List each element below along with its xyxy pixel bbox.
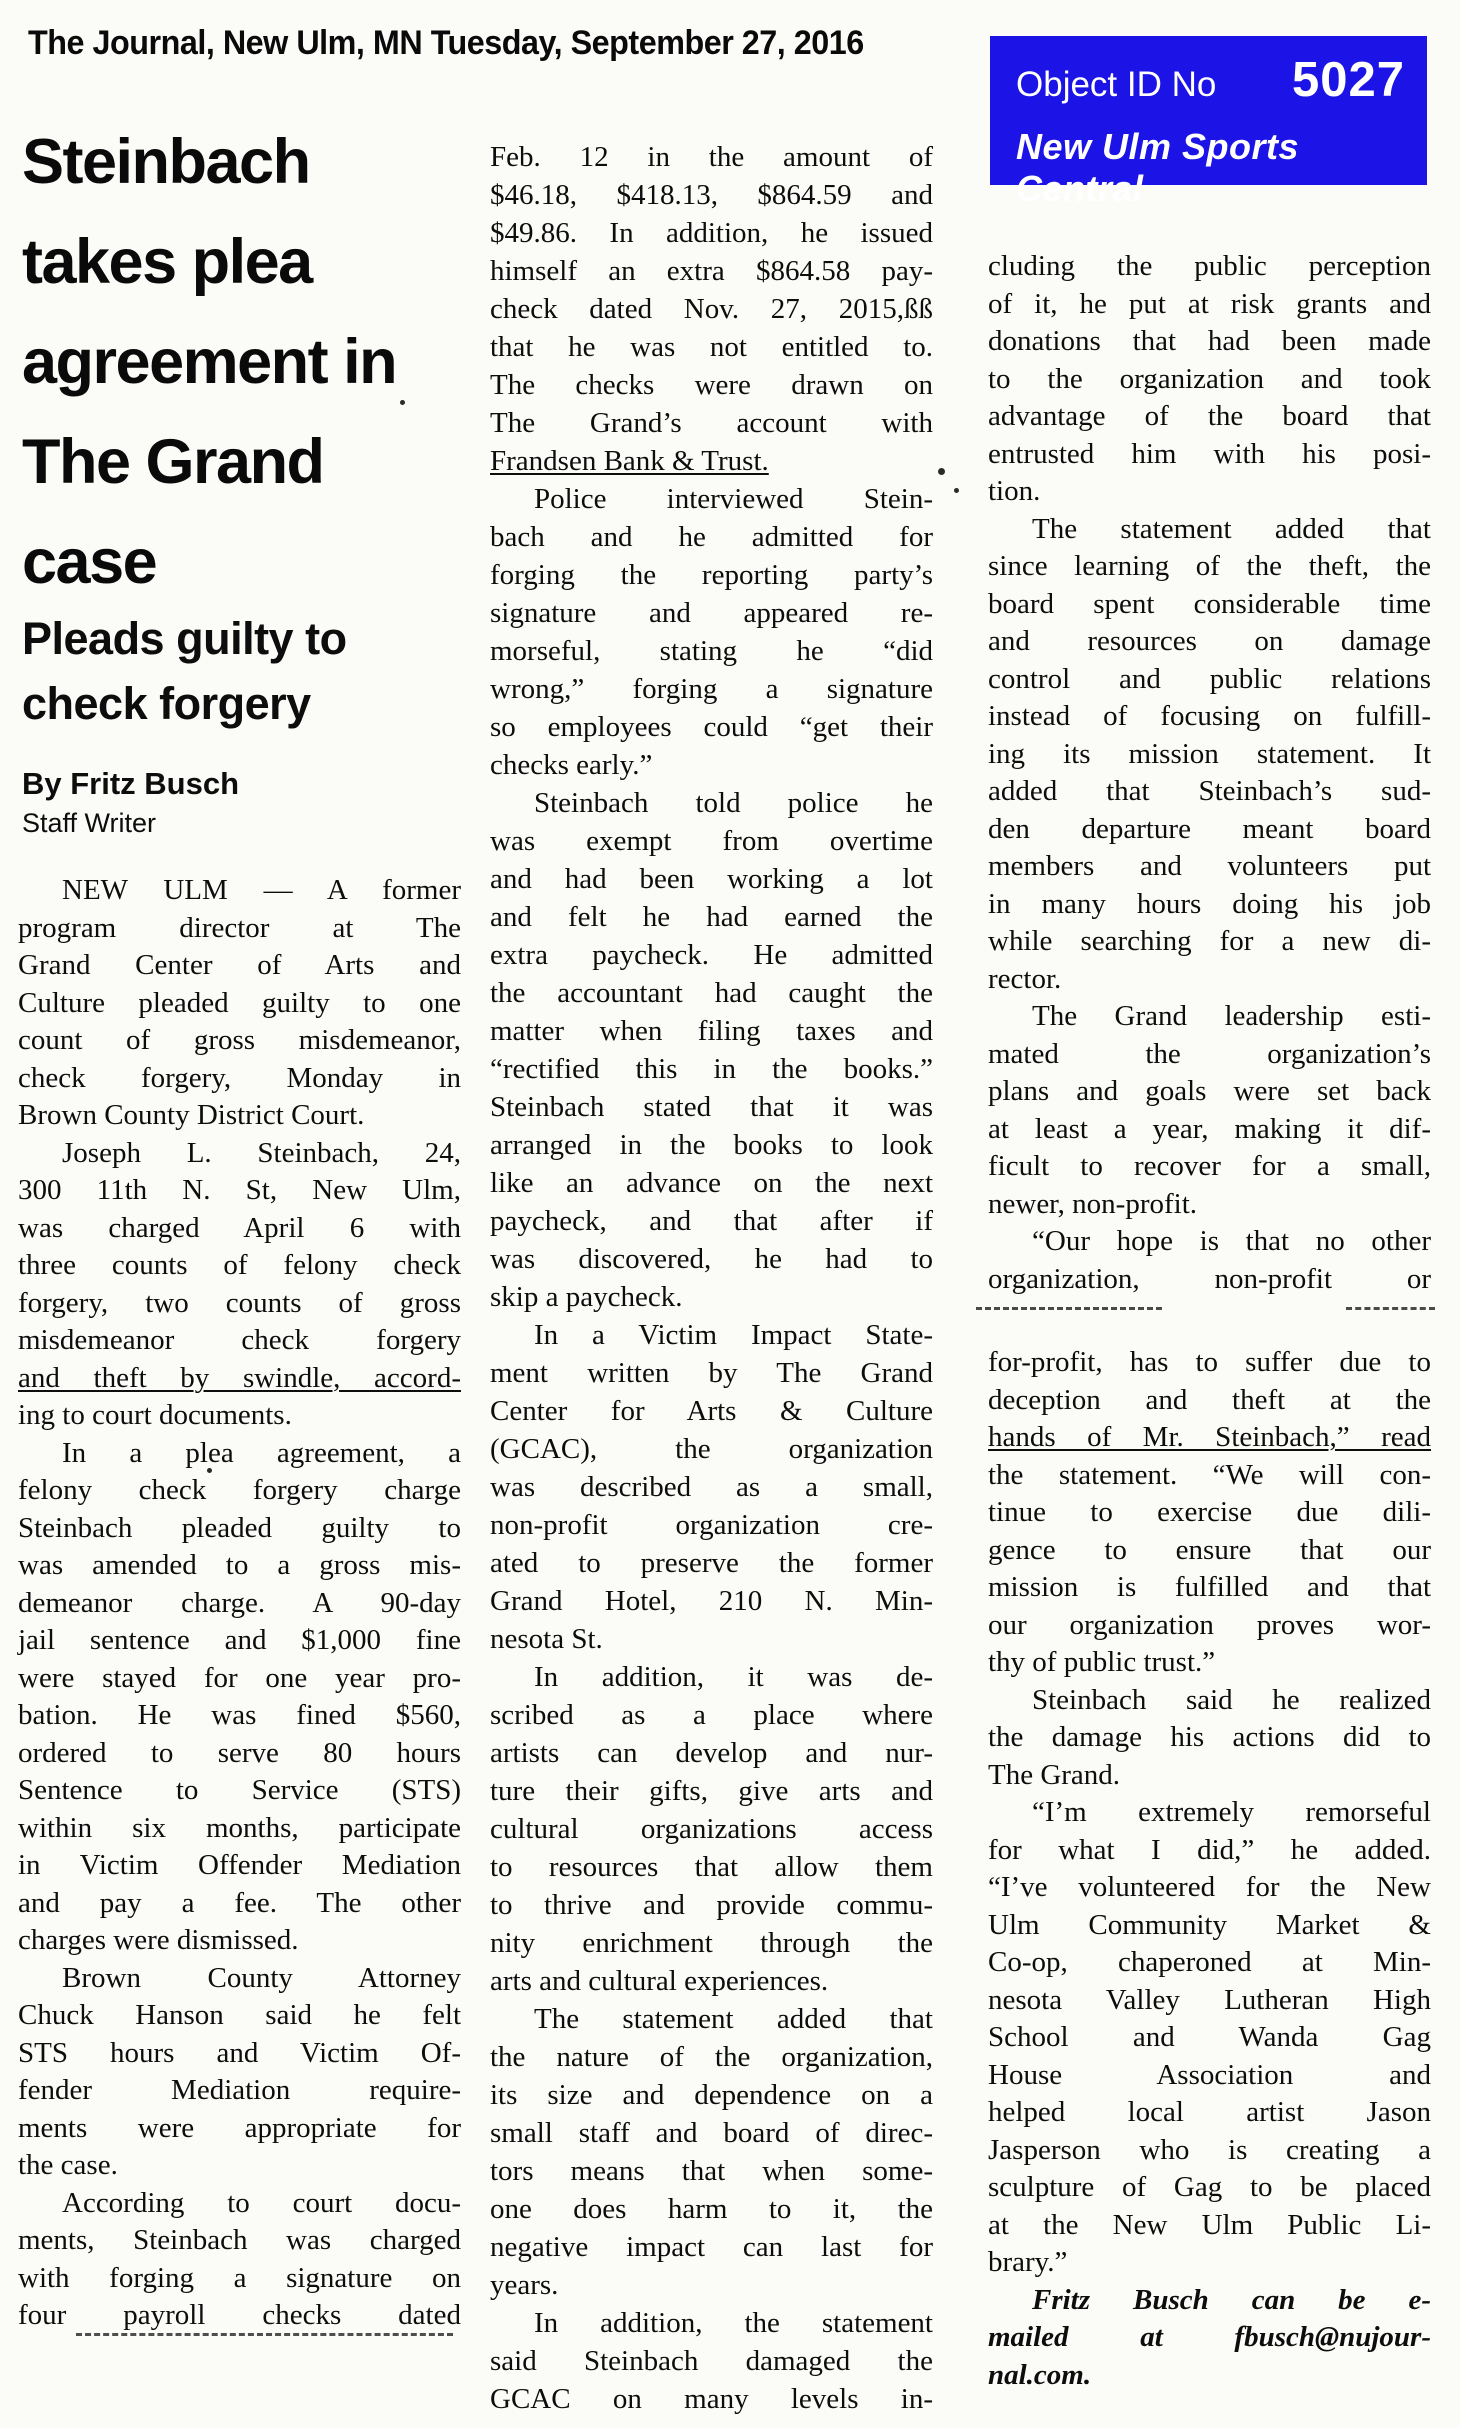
body-line: the statement. “We will con-: [988, 1458, 1431, 1491]
body-line: to the organization and took: [988, 362, 1431, 395]
body-line: ture their gifts, give arts and: [490, 1775, 933, 1807]
body-line: “I’ve volunteered for the New: [988, 1871, 1431, 1903]
headline-line: case: [22, 527, 157, 597]
body-line: arts and cultural experiences.: [490, 1965, 829, 1997]
body-line: brary.”: [988, 2246, 1068, 2278]
headline: [22, 112, 396, 612]
object-id-label: Object ID No: [1016, 65, 1217, 104]
body-line: charges were dismissed.: [18, 1924, 299, 1956]
object-id-box: [990, 36, 1427, 209]
body-line: demeanor charge. A 90-day: [18, 1586, 461, 1619]
body-line: gence to ensure that our: [988, 1533, 1431, 1566]
body-line: mailed at fbusch@nujour-: [988, 2321, 1431, 2353]
body-line: check forgery, Monday in: [18, 1061, 461, 1094]
column-left: [18, 872, 461, 2335]
body-line: “rectified this in the books.”: [490, 1053, 933, 1085]
body-line: control and public relations: [988, 662, 1431, 695]
body-line: According to court docu-: [62, 2186, 461, 2219]
body-line: Steinbach told police he: [534, 787, 933, 819]
body-line: negative impact can last for: [490, 2231, 933, 2263]
body-line: STS hours and Victim Of-: [18, 2036, 461, 2069]
body-line: Frandsen Bank & Trust.: [490, 445, 769, 477]
body-line: nesota St.: [490, 1623, 603, 1655]
body-line: Brown County District Court.: [18, 1099, 365, 1131]
body-line: 300 11th N. St, New Ulm,: [18, 1174, 461, 1206]
body-line: ing its mission statement. It: [988, 737, 1431, 770]
body-line: “Our hope is that no other: [1032, 1225, 1431, 1257]
body-line: tinue to exercise due dili-: [988, 1496, 1431, 1528]
body-line: program director at The: [18, 911, 461, 944]
body-line: Grand Center of Arts and: [18, 949, 461, 981]
body-line: to resources that allow them: [490, 1851, 933, 1883]
scan-speck: [207, 1468, 212, 1473]
body-line: and had been working a lot: [490, 863, 933, 895]
body-line: Sentence to Service (STS): [18, 1774, 461, 1806]
body-line: the accountant had caught the: [490, 977, 933, 1009]
column-middle: [490, 138, 933, 2418]
body-line: Co-op, chaperoned at Min-: [988, 1946, 1431, 1978]
body-line: Chuck Hanson said he felt: [18, 1999, 461, 2031]
body-line: four payroll checks dated: [18, 2297, 461, 2335]
body-line: ficult to recover for a small,: [988, 1150, 1431, 1182]
body-line: Brown County Attorney: [62, 1961, 461, 1994]
body-line: and resources on damage: [988, 625, 1431, 657]
byline-author: By Fritz Busch: [22, 766, 240, 801]
body-line: Center for Arts & Culture: [490, 1395, 933, 1427]
body-line: was discovered, he had to: [490, 1243, 933, 1275]
body-line: donations that had been made: [988, 325, 1431, 357]
body-line: the case.: [18, 2149, 118, 2181]
scan-fold-gap: [988, 1298, 1431, 1344]
body-line: scribed as a place where: [490, 1699, 933, 1731]
body-line: were stayed for one year pro-: [18, 1661, 461, 1694]
body-line: to thrive and provide commu-: [490, 1889, 933, 1921]
body-line: sculpture of Gag to be placed: [988, 2171, 1431, 2203]
body-line: the damage his actions did to: [988, 1721, 1431, 1753]
body-line: Culture pleaded guilty to one: [18, 986, 461, 1019]
body-line: Ulm Community Market &: [988, 1908, 1431, 1941]
body-line: of it, he put at risk grants and: [988, 287, 1431, 320]
body-line: check dated Nov. 27, 2015,ßß: [490, 293, 933, 325]
body-line: himself an extra $864.58 pay-: [490, 255, 933, 287]
body-line: forging the reporting party’s: [490, 559, 933, 591]
body-line: helped local artist Jason: [988, 2096, 1431, 2128]
body-line: hands of Mr. Steinbach,” read: [988, 1421, 1431, 1453]
body-line: The statement added that: [534, 2003, 933, 2035]
body-line: was charged April 6 with: [18, 1211, 461, 1244]
body-line: signature and appeared re-: [490, 597, 933, 629]
body-line: Steinbach said he realized: [1032, 1683, 1431, 1716]
body-line: at least a year, making it dif-: [988, 1112, 1431, 1145]
scan-speck: [400, 400, 405, 405]
body-line: $49.86. In addition, he issued: [490, 217, 933, 249]
body-line: checks early.”: [490, 749, 653, 781]
body-line: nesota Valley Lutheran High: [988, 1983, 1431, 2016]
body-line: Joseph L. Steinbach, 24,: [62, 1136, 461, 1169]
body-line: count of gross misdemeanor,: [18, 1024, 461, 1056]
body-line: for-profit, has to suffer due to: [988, 1346, 1431, 1378]
body-line: was described as a small,: [490, 1471, 933, 1503]
body-line: and theft by swindle, accord-: [18, 1361, 461, 1394]
body-line: and pay a fee. The other: [18, 1886, 461, 1919]
body-line: three counts of felony check: [18, 1249, 461, 1281]
body-line: nal.com.: [988, 2358, 1092, 2391]
body-line: Feb. 12 in the amount of: [490, 141, 933, 173]
body-line: ing to court documents.: [18, 1399, 292, 1431]
body-line: years.: [490, 2269, 559, 2301]
body-line: in many hours doing his job: [988, 887, 1431, 920]
body-line: deception and theft at the: [988, 1383, 1431, 1416]
body-line: wrong,” forging a signature: [490, 673, 933, 705]
body-line: The statement added that: [1032, 512, 1431, 545]
body-line: In addition, the statement: [534, 2307, 933, 2339]
body-line: plans and goals were set back: [988, 1075, 1431, 1107]
body-line: forgery, two counts of gross: [18, 1286, 461, 1319]
body-line: Grand Hotel, 210 N. Min-: [490, 1585, 933, 1617]
body-line: in Victim Offender Mediation: [18, 1849, 461, 1881]
body-line: “I’m extremely remorseful: [1032, 1796, 1431, 1828]
body-line: Fritz Busch can be e-: [1032, 2283, 1431, 2316]
body-line: ated to preserve the former: [490, 1547, 933, 1579]
body-line: In addition, it was de-: [534, 1661, 933, 1693]
body-line: matter when filing taxes and: [490, 1015, 933, 1047]
body-line: instead of focusing on fulfill-: [988, 700, 1431, 732]
masthead: The Journal, New Ulm, MN Tuesday, September 27, 2016: [28, 24, 864, 62]
object-id-subtitle: New Ulm Sports Central: [1016, 126, 1300, 209]
body-line: ment written by The Grand: [490, 1357, 933, 1389]
headline-line: takes plea: [22, 227, 312, 297]
byline-role: Staff Writer: [22, 808, 157, 838]
object-id-number: 5027: [1291, 53, 1405, 107]
body-line: cluding the public perception: [988, 250, 1431, 282]
body-line: said Steinbach damaged the: [490, 2345, 933, 2377]
body-line: artists can develop and nur-: [490, 1737, 933, 1769]
body-line: tors means that when some-: [490, 2155, 933, 2187]
body-line: NEW ULM — A former: [62, 874, 461, 906]
body-line: morseful, stating he “did: [490, 635, 933, 667]
body-line: $46.18, $418.13, $864.59 and: [490, 179, 933, 211]
body-line: non-profit organization cre-: [490, 1509, 933, 1541]
body-line: The Grand’s account with: [490, 407, 933, 439]
body-line: while searching for a new di-: [988, 925, 1431, 957]
body-line: bach and he admitted for: [490, 521, 933, 553]
body-line: In a plea agreement, a: [62, 1436, 461, 1469]
body-line: members and volunteers put: [988, 850, 1431, 882]
body-line: thy of public trust.”: [988, 1646, 1216, 1678]
body-line: jail sentence and $1,000 fine: [18, 1624, 461, 1656]
body-line: added that Steinbach’s sud-: [988, 775, 1431, 807]
body-line: its size and dependence on a: [490, 2079, 933, 2111]
body-line: for what I did,” he added.: [988, 1833, 1431, 1866]
scan-speck: [954, 488, 959, 493]
body-line: so employees could “get their: [490, 711, 933, 743]
body-line: fender Mediation require-: [18, 2074, 461, 2106]
body-line: board spent considerable time: [988, 587, 1431, 620]
body-line: with forging a signature on: [18, 2261, 461, 2294]
body-line: since learning of the theft, the: [988, 550, 1431, 582]
body-line: misdemeanor check forgery: [18, 1324, 461, 1356]
body-line: ments, Steinbach was charged: [18, 2224, 461, 2256]
body-line: mission is fulfilled and that: [988, 1571, 1431, 1603]
object-id-row: [1016, 52, 1405, 108]
body-line: (GCAC), the organization: [490, 1433, 933, 1465]
body-line: nity enrichment through the: [490, 1927, 933, 1959]
body-line: organization, non-profit or: [988, 1262, 1431, 1295]
body-line: Steinbach stated that it was: [490, 1091, 933, 1123]
body-line: skip a paycheck.: [490, 1281, 683, 1313]
column-right: [988, 248, 1431, 2394]
body-line: den departure meant board: [988, 812, 1431, 845]
body-line: the nature of the organization,: [490, 2041, 933, 2073]
body-line: newer, non-profit.: [988, 1187, 1198, 1220]
body-line: tion.: [988, 475, 1041, 507]
headline-line: Steinbach: [22, 127, 310, 197]
body-line: The Grand leadership esti-: [1032, 1000, 1431, 1032]
body-line: entrusted him with his posi-: [988, 437, 1431, 470]
scan-speck: [938, 468, 945, 475]
body-line: like an advance on the next: [490, 1167, 933, 1199]
body-line: our organization proves wor-: [988, 1608, 1431, 1641]
body-line: that he was not entitled to.: [490, 331, 933, 363]
body-line: Jasperson who is creating a: [988, 2133, 1431, 2166]
body-line: House Association and: [988, 2058, 1431, 2091]
body-line: Steinbach pleaded guilty to: [18, 1511, 461, 1544]
subheadline-line: check forgery: [22, 678, 311, 729]
body-line: rector.: [988, 962, 1062, 995]
body-line: GCAC on many levels in-: [490, 2383, 933, 2415]
body-line: The Grand.: [988, 1758, 1121, 1791]
headline-line: The Grand: [22, 427, 324, 497]
body-line: mated the organization’s: [988, 1037, 1431, 1070]
subheadline: [22, 606, 347, 736]
body-line: one does harm to it, the: [490, 2193, 933, 2225]
subheadline-line: Pleads guilty to: [22, 613, 347, 664]
body-line: advantage of the board that: [988, 400, 1431, 432]
body-line: Police interviewed Stein-: [534, 483, 933, 515]
body-line: and felt he had earned the: [490, 901, 933, 933]
body-line: bation. He was fined $560,: [18, 1699, 461, 1731]
body-line: was exempt from overtime: [490, 825, 933, 857]
body-line: arranged in the books to look: [490, 1129, 933, 1161]
body-line: small staff and board of direc-: [490, 2117, 933, 2149]
body-line: cultural organizations access: [490, 1813, 933, 1845]
body-line: was amended to a gross mis-: [18, 1549, 461, 1581]
body-line: ordered to serve 80 hours: [18, 1736, 461, 1769]
body-line: School and Wanda Gag: [988, 2021, 1431, 2053]
body-line: In a Victim Impact State-: [534, 1319, 933, 1351]
body-line: felony check forgery charge: [18, 1474, 461, 1506]
body-line: ments were appropriate for: [18, 2111, 461, 2144]
body-line: paycheck, and that after if: [490, 1205, 933, 1237]
body-line: at the New Ulm Public Li-: [988, 2208, 1431, 2241]
headline-line: agreement in: [22, 327, 397, 397]
body-line: within six months, participate: [18, 1811, 461, 1844]
body-line: extra paycheck. He admitted: [490, 939, 933, 971]
body-line: The checks were drawn on: [490, 369, 933, 401]
